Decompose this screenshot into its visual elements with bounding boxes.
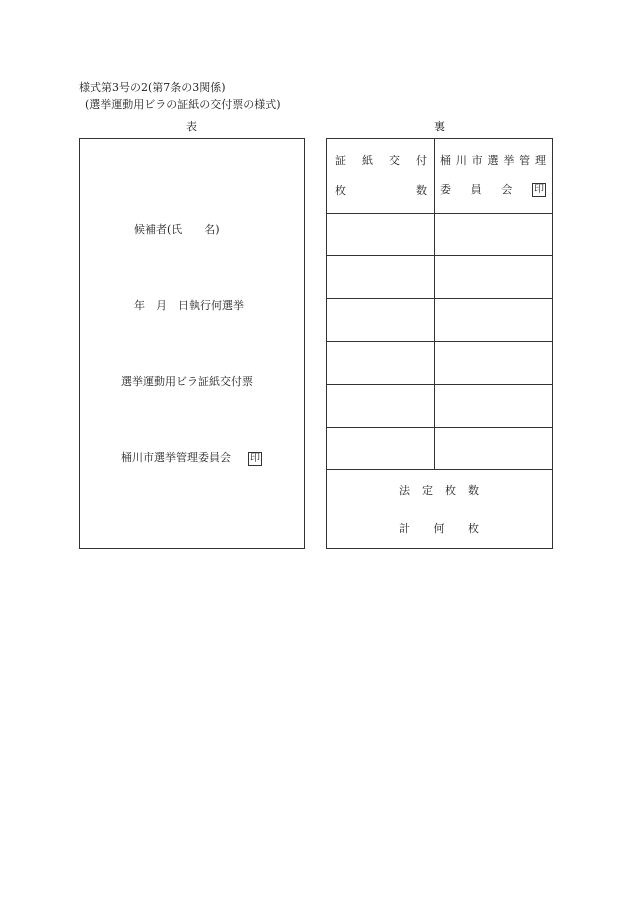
char: 計 <box>399 522 410 535</box>
seal-stamp: 印 <box>533 184 544 195</box>
issuer-name: 桶川市選挙管理委員会 <box>121 451 231 464</box>
char: 定 <box>422 484 433 497</box>
total-count-label <box>399 522 479 536</box>
legal-count-label <box>399 484 479 498</box>
char: 紙 <box>362 154 373 167</box>
row-line <box>327 255 552 256</box>
back-label: 裏 <box>434 120 445 133</box>
row-line <box>327 384 552 385</box>
char: 数 <box>416 184 427 197</box>
char: 法 <box>399 484 410 497</box>
char: 証 <box>335 154 346 167</box>
row-line <box>327 469 552 470</box>
front-panel <box>79 138 305 549</box>
char: 川 <box>455 154 467 167</box>
candidate-name-line: 候補者(氏 名) <box>134 223 220 236</box>
back-column-divider <box>434 139 435 470</box>
issued-count-header-row2 <box>335 184 427 198</box>
char: 理 <box>534 154 546 167</box>
issuer-line <box>121 451 262 466</box>
row-line <box>327 341 552 342</box>
char: 枚 <box>335 184 346 197</box>
char: 委 <box>440 183 451 196</box>
issued-count-header-row1 <box>335 154 427 168</box>
row-line <box>327 427 552 428</box>
char: 交 <box>389 154 400 167</box>
char: 何 <box>433 522 445 535</box>
row-line <box>327 298 552 299</box>
char: 枚 <box>468 522 479 535</box>
back-panel <box>326 138 553 549</box>
front-label: 表 <box>186 120 197 133</box>
char: 管 <box>519 154 531 167</box>
char: 員 <box>470 183 482 196</box>
char: 付 <box>416 154 427 167</box>
ticket-title: 選挙運動用ビラ証紙交付票 <box>121 375 253 388</box>
char: 枚 <box>445 484 456 497</box>
char: 選 <box>487 154 499 167</box>
committee-header-row2 <box>440 183 546 197</box>
char: 桶 <box>440 154 451 167</box>
form-subtitle: (選挙運動用ビラの証紙の交付票の様式) <box>85 98 281 111</box>
committee-header-row1 <box>440 154 546 168</box>
char: 市 <box>471 154 483 167</box>
seal-stamp: 印 <box>250 453 260 464</box>
char: 挙 <box>503 154 515 167</box>
char: 数 <box>468 484 479 497</box>
row-line <box>327 213 552 214</box>
form-number: 様式第3号の2(第7条の3関係) <box>79 81 226 94</box>
election-date-line: 年 月 日執行何選挙 <box>134 299 244 312</box>
char: 会 <box>501 183 513 196</box>
